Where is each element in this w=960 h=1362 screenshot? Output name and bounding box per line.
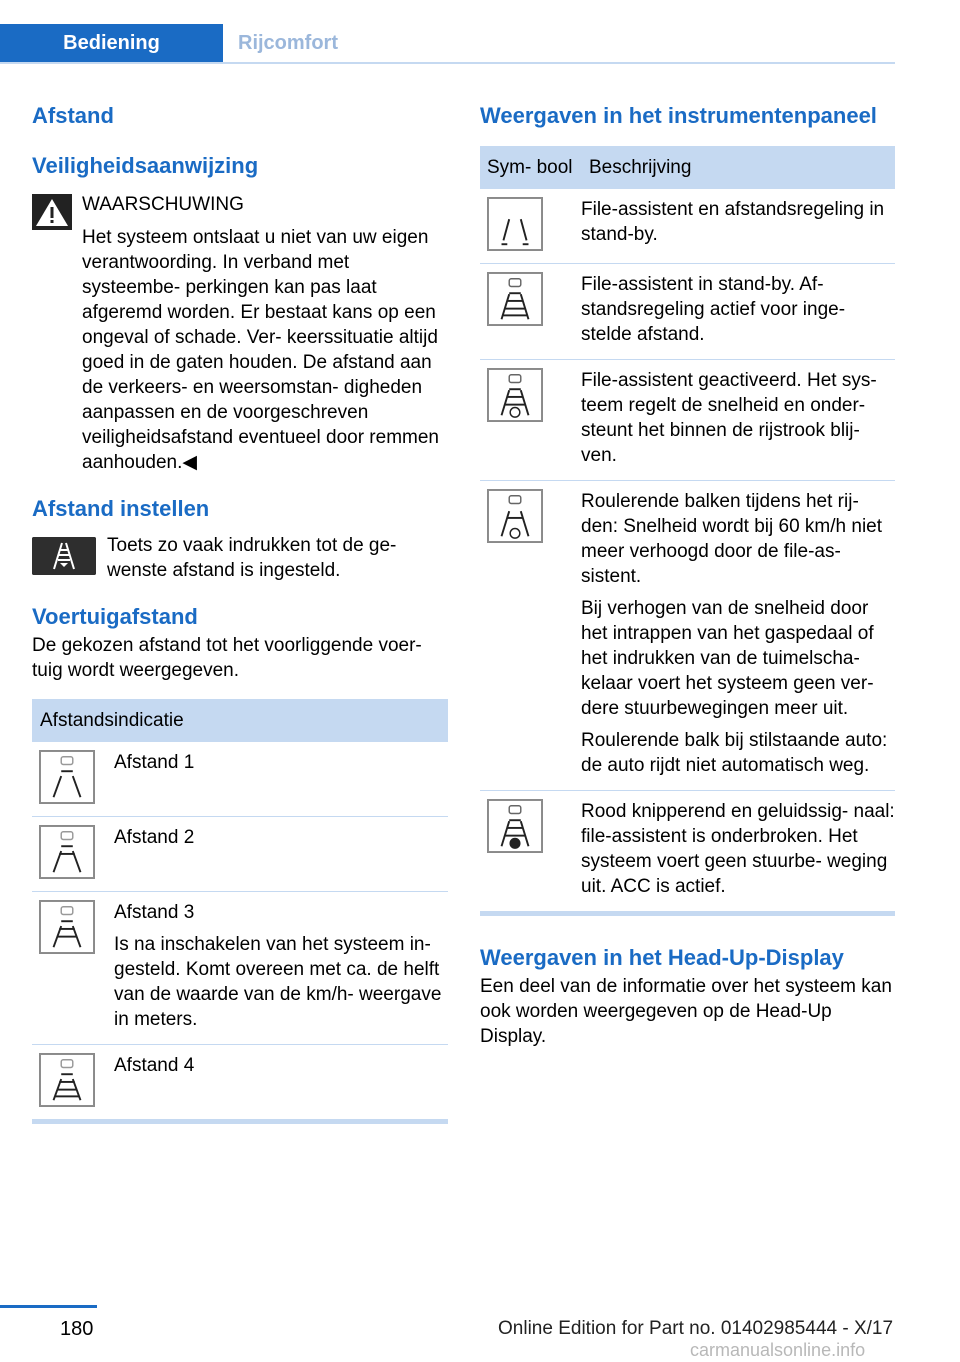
rolling-bars-symbol-icon — [487, 489, 543, 543]
table-row — [480, 791, 895, 914]
distance-button-row — [32, 533, 448, 583]
standby-symbol-icon — [487, 197, 543, 251]
table-row — [480, 189, 895, 264]
table-row — [480, 360, 895, 481]
watermark: carmanualsonline.info — [690, 1340, 866, 1360]
warning-block — [32, 192, 448, 475]
distance-button-text: Toets zo vaak indrukken tot de ge‐ wenste afstand is ingesteld. — [107, 535, 397, 581]
heading-voertuigafstand: Voertuigafstand — [32, 604, 198, 629]
distance-table-header: Afstandsindicatie — [32, 699, 448, 742]
heading-hud: Weergaven in het Head-Up-Display — [480, 945, 844, 970]
vehicle-distance-text: De gekozen afstand tot het voorliggende voer‐ tuig wordt weergegeven. — [32, 635, 422, 681]
distance-4-icon — [39, 1053, 95, 1107]
page-number: 180 — [60, 1318, 94, 1340]
heading-afstand: Afstand — [32, 103, 114, 128]
symbol-table — [480, 146, 895, 916]
table-row — [480, 264, 895, 360]
tab-bediening[interactable]: Bediening — [0, 24, 223, 62]
distance-button-icon — [32, 537, 96, 575]
row-4-desc-1: Roulerende balken tijdens het rij‐ den: Snelheid wordt bij 60 km/h niet meer verhoogd door de file-as‐ sistent. — [581, 491, 883, 587]
warning-text: Het systeem ontslaat u niet van uw eigen verantwoording. In verband met systeembe‐ perkingen kan pas laat afgeremd worden. Er bestaat kans op een ongeval of schade. Ver‐ keerssituatie altijd goed in de gaten houden. De afstand aan de verkeers- en weersomstan‐ digheden aanpassen en de voorgeschreven veiligheidsafstand eventueel door remmen aanhouden.◀ — [82, 227, 439, 473]
table-row — [32, 1045, 448, 1122]
distance-1-icon — [39, 750, 95, 804]
distance-3-icon — [39, 900, 95, 954]
traffic-jam-assist-symbol-icon — [487, 368, 543, 422]
row-4-desc-2: Bij verhogen van de snelheid door het intrappen van het gaspedaal of het indrukken van de tuimelscha‐ kelaar voert het systeem geen ver‐ dere stuurbewegingen meer uit. — [581, 598, 874, 719]
warning-title: WAARSCHUWING — [82, 194, 244, 215]
footer-edition: Online Edition for Part no. 01402985444 - X/17 — [498, 1318, 894, 1339]
tab-rijcomfort[interactable]: Rijcomfort — [238, 32, 338, 54]
distance-1-label: Afstand 1 — [114, 752, 195, 773]
table-row — [32, 892, 448, 1045]
heading-afstand-instellen: Afstand instellen — [32, 496, 210, 521]
table-row — [480, 481, 895, 791]
distance-3-label: Afstand 3 — [114, 902, 195, 923]
description-column-header: Beschrijving — [581, 146, 895, 189]
right-column — [480, 100, 895, 1049]
row-4-desc-3: Roulerende balk bij stilstaande auto: de auto rijdt niet automatisch weg. — [581, 730, 888, 776]
hud-text: Een deel van de informatie over het systeem kan ook worden weergegeven op de Head-Up Display. — [480, 976, 892, 1047]
interrupted-symbol-icon — [487, 799, 543, 853]
row-3-desc: File-assistent geactiveerd. Het sys‐ teem regelt de snelheid en onder‐ steunt het binnen de rijstrook blij‐ ven. — [581, 370, 877, 466]
footer-accent-line — [0, 1305, 97, 1308]
distance-2-label: Afstand 2 — [114, 827, 195, 848]
left-column — [32, 100, 448, 1124]
row-2-desc: File-assistent in stand-by. Af‐ standsregeling actief voor inge‐ stelde afstand. — [581, 274, 846, 345]
section-tabs — [0, 24, 895, 64]
distance-2-icon — [39, 825, 95, 879]
heading-safety: Veiligheidsaanwijzing — [32, 153, 259, 178]
table-row — [32, 817, 448, 892]
row-1-desc: File-assistent en afstandsregeling in stand-by. — [581, 199, 885, 245]
row-5-desc: Rood knipperend en geluidssig‐ naal: file-assistent is onderbroken. Het systeem voert geen stuurbe‐ weging uit. ACC is actief. — [581, 801, 895, 897]
distance-4-label: Afstand 4 — [114, 1055, 195, 1076]
table-row — [32, 742, 448, 817]
acc-active-symbol-icon — [487, 272, 543, 326]
distance-3-note: Is na inschakelen van het systeem in‐ gesteld. Komt overeen met ca. de helft van de waarde van de km/h- weergave in meters. — [114, 934, 442, 1030]
symbol-column-header: Sym‐ bool — [480, 146, 581, 189]
warning-triangle-icon — [32, 194, 72, 230]
distance-table — [32, 699, 448, 1124]
heading-instrument-cluster: Weergaven in het instrumentenpaneel — [480, 103, 877, 128]
